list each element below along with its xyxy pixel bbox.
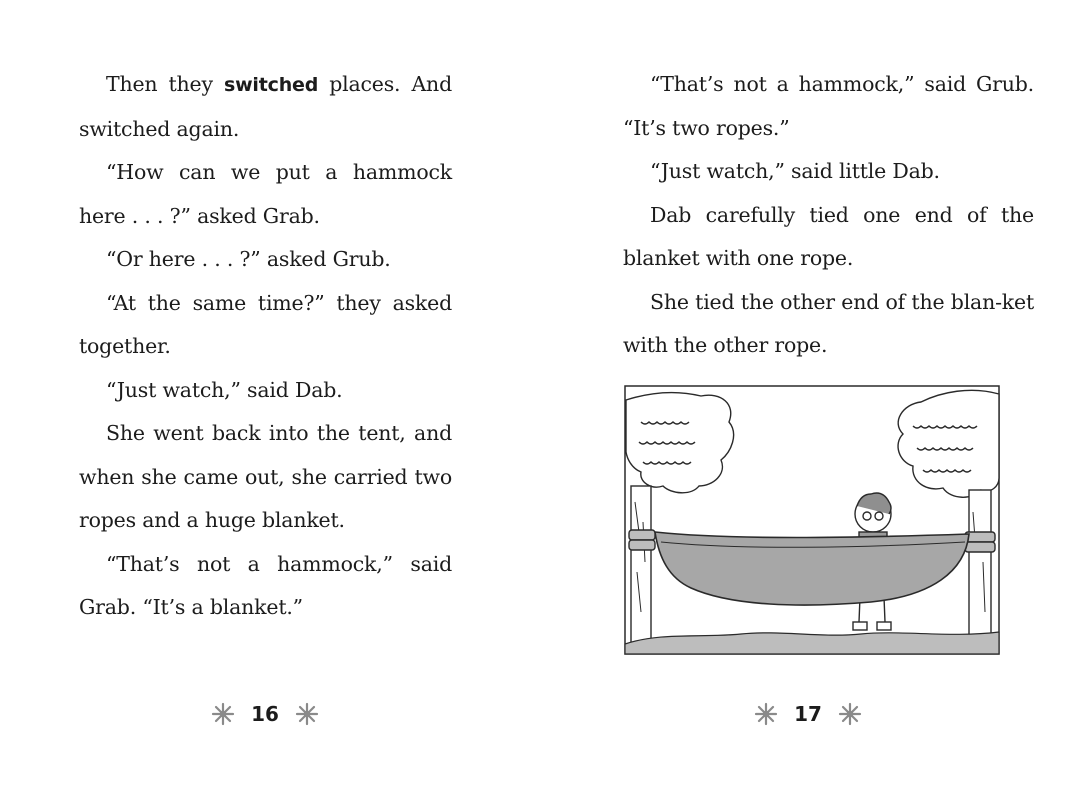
hammock-illustration (621, 382, 1003, 662)
paragraph: “At the same time?” they asked together. (79, 290, 452, 358)
left-tree-trunk (631, 486, 651, 646)
ground (625, 632, 999, 654)
paragraph: “That’s not a hammock,” said Grub. “It’s two ropes.” (623, 72, 1034, 140)
page-number-footer (733, 702, 883, 726)
paragraph: She went back into the tent, and when she came out, she carried two ropes and a huge blanket. (79, 421, 452, 532)
page-number: 17 (794, 702, 822, 726)
snowflake-star-icon (754, 702, 778, 726)
snowflake-star-icon (295, 702, 319, 726)
bold-word: switched (223, 74, 319, 96)
paragraph: Then they switched places. And switched again. (79, 72, 452, 141)
right-page (537, 0, 1075, 800)
paragraph: Dab carefully tied one end of the blanket with one rope. (623, 202, 1034, 270)
paragraph: She tied the other end of the blan-ket with the other rope. (623, 289, 1034, 357)
paragraph: “Just watch,” said little Dab. (650, 159, 940, 183)
left-text-column (79, 63, 452, 630)
paragraph: “How can we put a hammock here . . . ?” asked Grab. (79, 160, 452, 228)
page-number: 16 (251, 702, 279, 726)
paragraph: “Or here . . . ?” asked Grub. (106, 247, 391, 271)
snowflake-star-icon (838, 702, 862, 726)
left-page (0, 0, 537, 800)
hammock-blanket (655, 532, 969, 605)
left-tree-foliage (626, 393, 734, 493)
right-tree-trunk (969, 490, 991, 646)
snowflake-star-icon (211, 702, 235, 726)
page-number-footer (190, 702, 340, 726)
paragraph: “That’s not a hammock,” said Grab. “It’s a blanket.” (79, 551, 452, 619)
right-tree-foliage (898, 390, 999, 497)
right-text-column (623, 63, 1034, 368)
paragraph: “Just watch,” said Dab. (106, 377, 343, 402)
